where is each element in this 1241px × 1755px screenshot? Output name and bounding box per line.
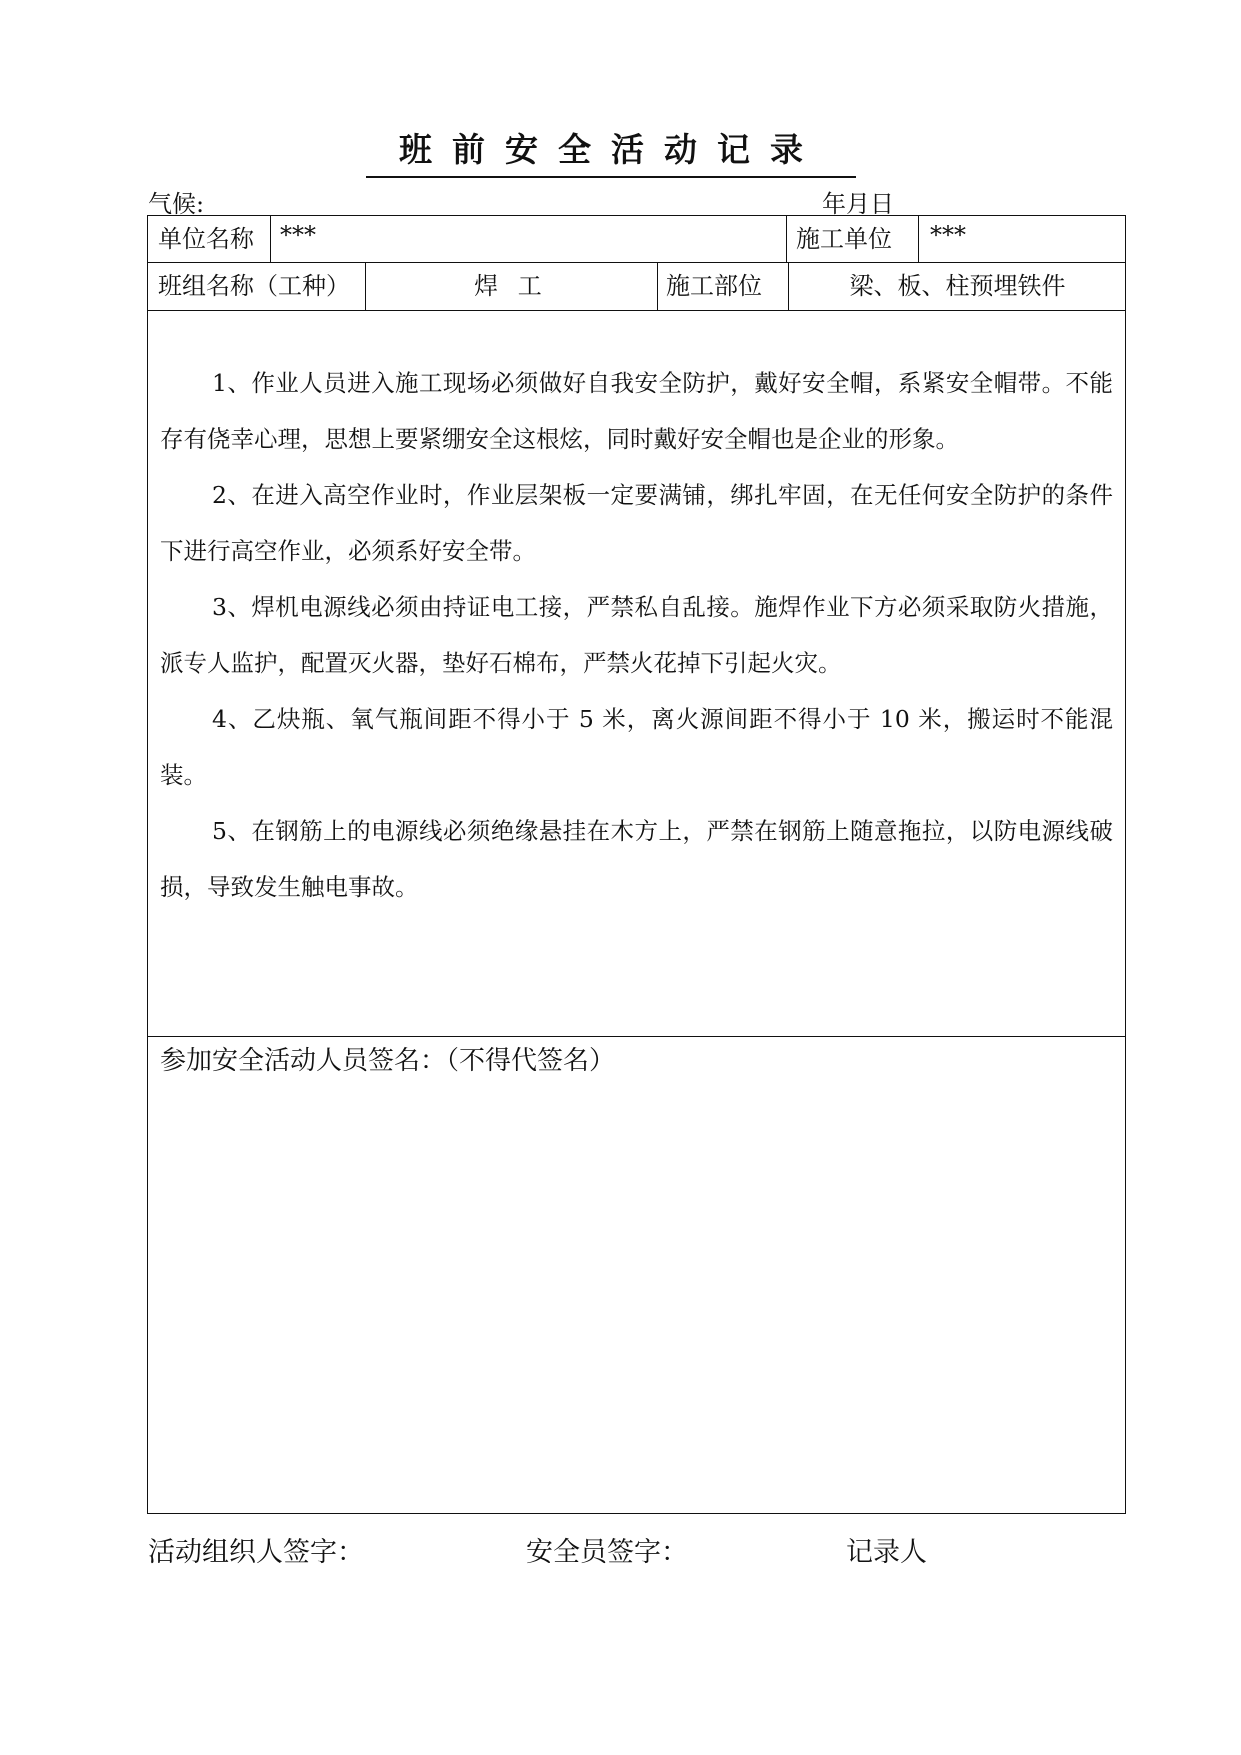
document-title: 班前安全活动记录 — [366, 126, 856, 178]
safety-rule-4: 4、乙炔瓶、氧气瓶间距不得小于 5 米，离火源间距不得小于 10 米，搬运时不能混装。 — [160, 705, 1113, 789]
safety-rule-1: 1、作业人员进入施工现场必须做好自我安全防护，戴好安全帽，系紧安全帽带。不能存有侥幸心理，思想上要紧绷安全这根炫，同时戴好安全帽也是企业的形象。 — [160, 369, 1113, 453]
safety-rule-3: 3、焊机电源线必须由持证电工接，严禁私自乱接。施焊作业下方必须采取防火措施，派专人监护，配置灭火器，垫好石棉布，严禁火花掉下引起火灾。 — [160, 593, 1113, 677]
cell-divider — [918, 216, 919, 262]
team-value: 焊 工 — [474, 272, 548, 300]
safety-rules — [160, 355, 1113, 915]
signature-cell[interactable] — [148, 1036, 1125, 1513]
location-label: 施工部位 — [666, 272, 762, 300]
safety-content-cell — [148, 310, 1125, 1036]
construction-unit-label: 施工单位 — [796, 225, 892, 253]
construction-unit-value: *** — [930, 221, 966, 249]
date-label: 年月日 — [822, 190, 894, 218]
record-table — [147, 215, 1126, 1514]
cell-divider — [270, 216, 271, 262]
signature-label: 参加安全活动人员签名：（不得代签名） — [160, 1046, 616, 1076]
organizer-signature-label: 活动组织人签字： — [148, 1537, 364, 1568]
team-label: 班组名称（工种） — [158, 272, 350, 300]
location-value: 梁、板、柱预埋铁件 — [849, 272, 1066, 300]
safety-rule-2: 2、在进入高空作业时，作业层架板一定要满铺，绑扎牢固，在无任何安全防护的条件下进行高空作业，必须系好安全带。 — [160, 481, 1113, 565]
cell-divider — [786, 216, 787, 262]
cell-divider — [657, 262, 658, 310]
safety-rule-5: 5、在钢筋上的电源线必须绝缘悬挂在木方上，严禁在钢筋上随意拖拉，以防电源线破损，导致发生触电事故。 — [160, 817, 1113, 901]
safety-officer-signature-label: 安全员签字： — [526, 1537, 688, 1568]
unit-name-value: *** — [280, 221, 316, 249]
unit-name-label: 单位名称 — [158, 225, 254, 253]
weather-label: 气候: — [148, 190, 205, 218]
recorder-label: 记录人 — [846, 1537, 927, 1568]
